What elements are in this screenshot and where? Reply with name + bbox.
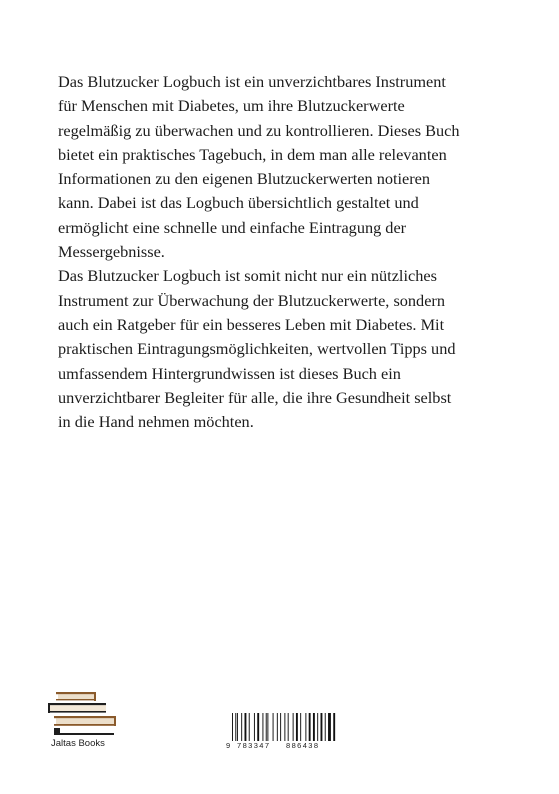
publisher-logo	[42, 690, 132, 749]
barcode-bar	[325, 713, 326, 741]
text-line: ermöglicht eine schnelle und einfache Eintragung der	[58, 217, 407, 237]
text-line: in die Hand nehmen möchten.	[58, 412, 254, 432]
barcode-bar	[237, 713, 238, 741]
barcode-bar	[273, 713, 274, 741]
text-line: regelmäßig zu überwachen und zu kontrollieren. Dieses Buch	[58, 120, 460, 140]
barcode-bar	[262, 713, 263, 741]
publisher-name: Jaltas Books	[51, 738, 105, 749]
barcode-bar	[321, 713, 323, 741]
barcode-bar	[300, 713, 301, 741]
text-line: kann. Dabei ist das Logbuch übersichtlich gestaltet und	[58, 193, 419, 213]
barcode-prefix-digit: 9	[226, 741, 231, 750]
text-line: auch ein Ratgeber für ein besseres Leben mit Diabetes. Mit	[58, 314, 445, 334]
stacked-books-icon	[42, 690, 132, 736]
barcode-digits	[226, 741, 346, 751]
text-line: Informationen zu den eigenen Blutzuckerwerten notieren	[58, 169, 431, 189]
text-line: bietet ein praktisches Tagebuch, in dem man alle relevanten	[58, 144, 447, 164]
barcode-bar	[293, 713, 294, 741]
text-line: praktischen Eintragungsmöglichkeiten, wertvollen Tipps und	[58, 339, 456, 359]
barcode-bar	[277, 713, 278, 741]
barcode-bar	[241, 713, 242, 741]
barcode-bar	[266, 713, 267, 741]
text-line: Messergebnisse.	[58, 242, 165, 262]
barcode-bar	[317, 713, 318, 741]
barcode-bar	[284, 713, 285, 741]
barcode-bar	[313, 713, 315, 741]
barcode-bar	[245, 713, 247, 741]
barcode-bar	[296, 713, 298, 741]
barcode-bar	[235, 713, 236, 741]
barcode-bar	[232, 713, 233, 741]
description-paragraph-2	[58, 264, 514, 434]
text-line: Das Blutzucker Logbuch ist somit nicht nur ein nützliches	[58, 266, 437, 286]
text-line: umfassendem Hintergrundwissen ist dieses Buch ein	[58, 363, 401, 383]
text-line: für Menschen mit Diabetes, um ihre Blutzuckerwerte	[58, 96, 405, 116]
text-line: Das Blutzucker Logbuch ist ein unverzichtbares Instrument	[58, 72, 446, 91]
barcode-bars	[226, 713, 336, 741]
barcode-group-1: 783347	[237, 741, 271, 750]
barcode-bar	[333, 713, 335, 741]
barcode-bar	[288, 713, 289, 741]
barcode-bar	[257, 713, 259, 741]
text-line: unverzichtbarer Begleiter für alle, die ihre Gesundheit selbst	[58, 387, 452, 407]
barcode-bar	[309, 713, 311, 741]
barcode-group-2: 886438	[286, 741, 320, 750]
description-paragraph-1	[58, 70, 514, 264]
barcode-bar	[249, 713, 250, 741]
barcode-bar	[267, 713, 268, 741]
barcode-bar	[254, 713, 255, 741]
text-line: Instrument zur Überwachung der Blutzuckerwerte, sondern	[58, 290, 445, 310]
description-text	[58, 70, 514, 434]
barcode-bar	[305, 713, 306, 741]
barcode-bar	[328, 713, 331, 741]
barcode-bar	[280, 713, 281, 741]
isbn-barcode	[226, 713, 346, 751]
